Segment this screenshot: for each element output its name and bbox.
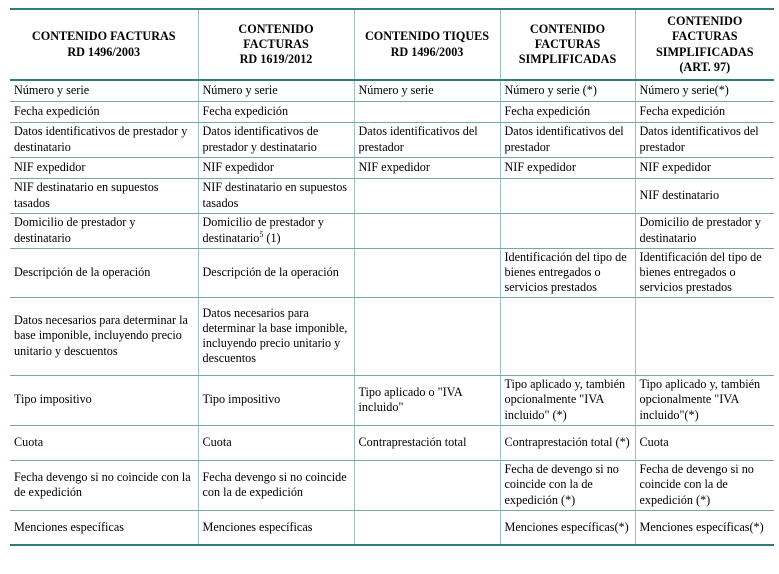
table-cell	[354, 460, 500, 510]
cell-text: Fecha de devengo si no coincide con la de expedición (*)	[639, 462, 754, 507]
table-cell	[10, 80, 198, 101]
table-cell	[198, 157, 354, 178]
table-cell	[500, 510, 635, 545]
table-cell	[10, 101, 198, 122]
table-cell	[354, 213, 500, 248]
cell-text: Identificación del tipo de bienes entregados o servicios prestados	[504, 249, 627, 295]
cell-text: Menciones específicas	[202, 519, 313, 534]
cell-text: NIF destinatario en supuestos tasados	[202, 180, 348, 210]
comparison-table	[10, 8, 774, 546]
table-cell	[500, 248, 635, 297]
table-cell	[635, 248, 774, 297]
table-cell	[10, 157, 198, 178]
table-cell	[635, 178, 774, 213]
cell-text: NIF expedidor	[358, 159, 430, 174]
table-row	[10, 425, 774, 460]
cell-text: Cuota	[202, 434, 232, 449]
header-cell	[10, 9, 198, 80]
table-cell	[500, 213, 635, 248]
table-cell	[10, 460, 198, 510]
cell-text: Cuota	[639, 434, 669, 449]
table-cell	[198, 101, 354, 122]
table-cell	[635, 80, 774, 101]
table-cell	[500, 425, 635, 460]
cell-text: Datos identificativos de prestador y destinatario	[202, 124, 319, 154]
header-line: SIMPLIFICADAS	[518, 52, 617, 67]
table-cell	[10, 425, 198, 460]
table-row	[10, 101, 774, 122]
table-cell	[500, 122, 635, 157]
cell-text: Domicilio de prestador y destinatario	[14, 215, 136, 245]
table-row	[10, 178, 774, 213]
cell-text: Descripción de la operación	[14, 264, 151, 279]
table-cell	[10, 297, 198, 375]
table-cell	[500, 80, 635, 101]
table-cell	[500, 101, 635, 122]
cell-text: Descripción de la operación	[202, 264, 339, 279]
header-line: SIMPLIFICADAS	[655, 44, 754, 59]
table-cell	[198, 80, 354, 101]
table-cell	[635, 297, 774, 375]
table-cell	[635, 375, 774, 425]
cell-text: Cuota	[14, 434, 44, 449]
footnote-reference: (1)	[263, 230, 281, 245]
table-cell	[198, 297, 354, 375]
header-line: CONTENIDO FACTURAS	[31, 29, 176, 44]
table-cell	[635, 425, 774, 460]
cell-text: Domicilio de prestador y destinatario	[202, 215, 325, 245]
table-cell	[198, 122, 354, 157]
cell-text: Fecha expedición	[504, 103, 591, 118]
cell-text: NIF expedidor	[202, 159, 274, 174]
table-cell	[635, 122, 774, 157]
header-line: FACTURAS	[672, 29, 738, 44]
table-row	[10, 248, 774, 297]
cell-text: Tipo impositivo	[14, 392, 92, 407]
table-cell	[500, 178, 635, 213]
table-cell	[635, 510, 774, 545]
table-cell	[198, 425, 354, 460]
header-cell	[198, 9, 354, 80]
table-cell	[10, 375, 198, 425]
table-cell	[354, 101, 500, 122]
cell-text: Datos identificativos del prestador	[358, 124, 478, 154]
table-cell	[198, 178, 354, 213]
cell-text: NIF expedidor	[639, 159, 711, 174]
table-cell	[10, 122, 198, 157]
cell-text: NIF destinatario	[639, 187, 720, 202]
table-cell	[198, 510, 354, 545]
header-cell	[500, 9, 635, 80]
table-cell	[635, 101, 774, 122]
cell-text: Tipo aplicado y, también opcionalmente "IVA incluido" (*)	[504, 377, 626, 422]
table-body	[10, 80, 774, 545]
table-cell	[500, 460, 635, 510]
header-line: (ART. 97)	[679, 59, 731, 74]
table-cell	[500, 297, 635, 375]
table-cell	[354, 248, 500, 297]
table-row	[10, 122, 774, 157]
table-cell	[354, 297, 500, 375]
cell-text: Menciones específicas(*)	[504, 519, 629, 534]
table-row	[10, 297, 774, 375]
table-cell	[198, 375, 354, 425]
cell-text: Contraprestación total (*)	[504, 434, 630, 449]
table-cell	[635, 157, 774, 178]
cell-text: Fecha devengo si no coincide con la de expedición	[202, 469, 347, 499]
table-cell	[354, 122, 500, 157]
table-cell	[635, 213, 774, 248]
table-row	[10, 157, 774, 178]
header-line: RD 1496/2003	[390, 44, 464, 59]
cell-text: Datos identificativos de prestador y destinatario	[14, 124, 188, 154]
cell-text: Fecha expedición	[202, 103, 289, 118]
header-line: FACTURAS	[243, 36, 309, 51]
header-line: CONTENIDO	[667, 14, 743, 29]
header-line: CONTENIDO	[238, 21, 314, 36]
header-cell	[635, 9, 774, 80]
header-cell	[354, 9, 500, 80]
cell-text: Datos necesarios para determinar la base imponible, incluyendo precio unitario y descuentos	[14, 313, 188, 358]
cell-text: Número y serie(*)	[639, 83, 729, 98]
header-line: RD 1496/2003	[67, 44, 141, 59]
table-cell	[198, 248, 354, 297]
table-cell	[354, 425, 500, 460]
table-cell	[10, 248, 198, 297]
cell-text: Tipo aplicado o "IVA incluido"	[358, 384, 462, 414]
table-cell	[354, 80, 500, 101]
footnote-marker: 5	[259, 229, 264, 239]
cell-text: Fecha expedición	[639, 103, 726, 118]
table-cell	[10, 213, 198, 248]
table-row	[10, 80, 774, 101]
table-cell	[354, 375, 500, 425]
table-row	[10, 510, 774, 545]
cell-text: Fecha de devengo si no coincide con la de expedición (*)	[504, 462, 619, 507]
cell-text: Fecha expedición	[14, 103, 100, 118]
table-cell	[10, 178, 198, 213]
table-cell	[354, 157, 500, 178]
table-cell	[198, 213, 354, 248]
table-cell	[635, 460, 774, 510]
header-line: RD 1619/2012	[239, 52, 313, 67]
cell-text: Número y serie	[202, 83, 278, 98]
cell-text: Fecha devengo si no coincide con la de expedición	[14, 469, 191, 499]
table-cell	[10, 510, 198, 545]
cell-text: Identificación del tipo de bienes entregados o servicios prestados	[639, 249, 762, 295]
cell-text: Datos identificativos del prestador	[639, 124, 759, 154]
table-cell	[354, 178, 500, 213]
cell-text: Datos identificativos del prestador	[504, 124, 624, 154]
header-line: CONTENIDO	[529, 21, 606, 36]
header-line: CONTENIDO TIQUES	[364, 29, 490, 44]
table-row	[10, 213, 774, 248]
table-row	[10, 460, 774, 510]
cell-text: Menciones específicas(*)	[639, 519, 764, 534]
cell-text: Tipo aplicado y, también opcionalmente "IVA incluido"(*)	[639, 377, 761, 422]
cell-text: Menciones específicas	[14, 519, 124, 534]
cell-text: Número y serie	[358, 83, 434, 98]
cell-text: Domicilio de prestador y destinatario	[639, 215, 762, 245]
table-cell	[198, 460, 354, 510]
table-row	[10, 375, 774, 425]
cell-text: Número y serie (*)	[504, 83, 597, 98]
cell-text: Datos necesarios para determinar la base imponible, incluyendo precio unitario y descuentos	[202, 305, 348, 366]
table-header	[10, 9, 774, 80]
table-cell	[500, 157, 635, 178]
table-cell	[354, 510, 500, 545]
header-line: FACTURAS	[534, 36, 601, 51]
cell-text: Tipo impositivo	[202, 392, 281, 407]
cell-text: NIF expedidor	[504, 159, 576, 174]
cell-text: Número y serie	[14, 83, 90, 98]
cell-text: NIF destinatario en supuestos tasados	[14, 180, 159, 210]
table-cell	[500, 375, 635, 425]
cell-text: NIF expedidor	[14, 159, 86, 174]
cell-text: Contraprestación total	[358, 434, 467, 449]
